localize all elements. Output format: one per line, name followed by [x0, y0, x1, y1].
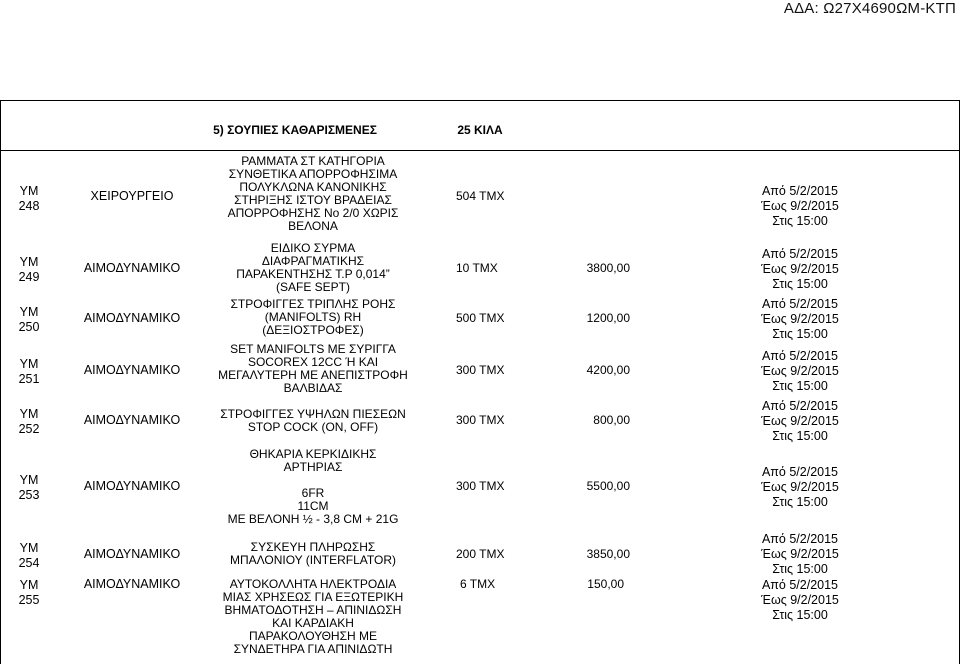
- item-code: [0, 578, 58, 608]
- item-description: [200, 408, 426, 434]
- item-description: [200, 578, 426, 656]
- item-date-line: Έως 9/2/2015: [761, 312, 839, 326]
- item-description-line: ΡΑΜΜΑΤΑ ΣΤ ΚΑΤΗΓΟΡΙΑ: [241, 154, 385, 168]
- item-description-line: ΔΙΑΦΡΑΓΜΑΤΙΚΗΣ: [261, 254, 365, 268]
- item-description-line: (SAFE SEPT): [275, 280, 350, 294]
- item-category: ΑΙΜΟΔΥΝΑΜΙΚΟ: [83, 577, 181, 591]
- item-description-line: ΜΕΓΑΛΥΤΕΡΗ ΜΕ ΑΝΕΠΙΣΤΡΟΦΗ: [218, 368, 408, 382]
- item-description-line: ΠΟΛΥΚΛΩΝΑ ΚΑΝΟΝΙΚΗΣ: [239, 180, 387, 194]
- item-price: 4200,00: [586, 363, 630, 377]
- item-description-line: STOP COCK (ON, OFF): [247, 420, 379, 434]
- item-code: [0, 357, 58, 387]
- item-description-line: ΚΑΙ ΚΑΡΔΙΑΚΗ: [272, 616, 354, 630]
- item-submission-dates: [640, 184, 960, 229]
- item-code: [0, 407, 58, 437]
- item-submission-dates: [640, 532, 960, 577]
- item-quantity: 500 ΤΜΧ: [456, 311, 505, 325]
- item-price: 1200,00: [586, 311, 630, 325]
- item-date-line: Από 5/2/2015: [761, 184, 839, 198]
- item-description-line: ΣΤΡΟΦΙΓΓΕΣ ΥΨΗΛΩΝ ΠΙΕΣΕΩΝ: [220, 407, 406, 421]
- item-description: [200, 298, 426, 337]
- item-submission-dates: [640, 399, 960, 444]
- item-code: [0, 255, 58, 285]
- item-date-line: Στις 15:00: [772, 327, 828, 341]
- item-quantity: 300 ΤΜΧ: [456, 363, 505, 377]
- item-description-line: ΠΑΡΑΚΟΛΟΥΘΗΣΗ ΜΕ: [249, 629, 377, 643]
- item-code-line: ΥΜ: [19, 407, 39, 421]
- item-quantity: 300 ΤΜΧ: [456, 413, 505, 427]
- item-submission-dates: [640, 349, 960, 394]
- item-date-line: Στις 15:00: [772, 214, 828, 228]
- item-code: [0, 473, 58, 503]
- item-category: ΑΙΜΟΔΥΝΑΜΙΚΟ: [83, 261, 181, 275]
- item-code-line: ΥΜ: [19, 184, 39, 198]
- item-description: [200, 448, 426, 526]
- item-description-line: 6FR: [301, 486, 325, 500]
- item-code-line: 254: [18, 556, 40, 570]
- item-date-line: Από 5/2/2015: [761, 349, 839, 363]
- item-description-line: ΑΥΤΟΚΟΛΛΗΤΑ ΗΛΕΚΤΡΟΔΙΑ: [229, 577, 397, 591]
- item-quantity: 504 ΤΜΧ: [456, 189, 505, 203]
- item-description-line: ΣΤΡΟΦΙΓΓΕΣ ΤΡΙΠΛΗΣ ΡΟΗΣ: [230, 297, 396, 311]
- item-description-line: ΣΥΣΚΕΥΗ ΠΛΗΡΩΣΗΣ: [250, 540, 376, 554]
- item-description-line: ΣΥΝΔΕΤΗΡΑ ΓΙΑ ΑΠΙΝΙΔΩΤΗ: [233, 642, 393, 656]
- item-quantity: 10 ΤΜΧ: [456, 261, 498, 275]
- item-code-line: 252: [18, 422, 40, 436]
- item-description-line: (ΔΕΞΙΟΣΤΡΟΦΕΣ): [262, 323, 364, 337]
- item-category: ΧΕΙΡΟΥΡΓΕΙΟ: [90, 189, 174, 203]
- item-description-line: SOCOREX 12CC Ή ΚΑΙ: [247, 355, 379, 369]
- item-date-line: Στις 15:00: [772, 277, 828, 291]
- item-code-line: ΥΜ: [19, 305, 39, 319]
- item-description-line: ΕΙΔΙΚΟ ΣΥΡΜΑ: [270, 241, 356, 255]
- item-price: 150,00: [587, 577, 624, 591]
- item-date-line: Από 5/2/2015: [761, 578, 839, 592]
- item-price: 3850,00: [586, 547, 630, 561]
- item-category: ΑΙΜΟΔΥΝΑΜΙΚΟ: [83, 547, 181, 561]
- item-description: [200, 155, 426, 233]
- item-date-line: Έως 9/2/2015: [761, 414, 839, 428]
- item-submission-dates: [640, 247, 960, 292]
- item-description-line: ΒΑΛΒΙΔΑΣ: [283, 381, 343, 395]
- item-date-line: Έως 9/2/2015: [761, 547, 839, 561]
- item-description-line: ΜΙΑΣ ΧΡΗΣΕΩΣ ΓΙΑ ΕΞΩΤΕΡΙΚΗ: [222, 590, 404, 604]
- item-date-line: Έως 9/2/2015: [761, 199, 839, 213]
- item-submission-dates: [640, 297, 960, 342]
- item-date-line: Από 5/2/2015: [761, 247, 839, 261]
- item-quantity: 200 ΤΜΧ: [456, 547, 505, 561]
- item-date-line: Έως 9/2/2015: [761, 262, 839, 276]
- item-code: [0, 305, 58, 335]
- grid-line: [0, 150, 960, 151]
- item-description-line: ΣΤΗΡΙΞΗΣ ΙΣΤΟΥ ΒΡΑΔΕΙΑΣ: [234, 193, 392, 207]
- item-price: 800,00: [593, 413, 630, 427]
- item-date-line: Από 5/2/2015: [761, 399, 839, 413]
- item-description-line: ΑΠΟΡΡΟΦΗΣΗΣ No 2/0 ΧΩΡΙΣ: [227, 206, 399, 220]
- item-quantity: 6 ΤΜΧ: [460, 577, 496, 591]
- item-date-line: Στις 15:00: [772, 379, 828, 393]
- item-description-line: ΑΡΤΗΡΙΑΣ: [283, 460, 343, 474]
- item-date-line: Στις 15:00: [772, 608, 828, 622]
- item-submission-dates: [640, 465, 960, 510]
- item-date-line: Έως 9/2/2015: [761, 593, 839, 607]
- item-price: 3800,00: [586, 261, 630, 275]
- item-code: [0, 541, 58, 571]
- item-description: [200, 242, 426, 294]
- item-category: ΑΙΜΟΔΥΝΑΜΙΚΟ: [83, 479, 181, 493]
- item-category: ΑΙΜΟΔΥΝΑΜΙΚΟ: [83, 311, 181, 325]
- item-date-line: Στις 15:00: [772, 562, 828, 576]
- item-description-line: SET MANIFOLTS ΜΕ ΣΥΡΙΓΓΑ: [230, 342, 396, 356]
- item-description-line: 11CM: [297, 499, 329, 513]
- item-date-line: Από 5/2/2015: [761, 532, 839, 546]
- item-description: [200, 541, 426, 567]
- item-date-line: Στις 15:00: [772, 495, 828, 509]
- grid-line: [0, 100, 960, 101]
- section-weight: 25 ΚΙΛΑ: [457, 123, 503, 137]
- item-description-line: ΜΕ ΒΕΛΟΝΗ ½ - 3,8 CM + 21G: [227, 512, 399, 526]
- item-description-line: (MANIFOLTS) RH: [264, 310, 362, 324]
- item-date-line: Από 5/2/2015: [761, 465, 839, 479]
- item-code-line: ΥΜ: [19, 473, 39, 487]
- item-date-line: Στις 15:00: [772, 429, 828, 443]
- item-quantity: 300 ΤΜΧ: [456, 479, 505, 493]
- item-description-line: ΒΕΛΟΝΑ: [288, 219, 338, 233]
- item-code-line: 249: [18, 270, 40, 284]
- item-date-line: Έως 9/2/2015: [761, 364, 839, 378]
- item-date-line: Από 5/2/2015: [761, 297, 839, 311]
- item-code-line: 251: [18, 372, 40, 386]
- item-submission-dates: [640, 578, 960, 623]
- item-code-line: 253: [18, 488, 40, 502]
- item-date-line: Έως 9/2/2015: [761, 480, 839, 494]
- item-code-line: 255: [18, 593, 40, 607]
- item-code-line: ΥΜ: [19, 255, 39, 269]
- item-code-line: ΥΜ: [19, 578, 39, 592]
- item-description-line: ΜΠΑΛΟΝΙΟΥ (INTERFLATOR): [229, 553, 397, 567]
- item-description-line: ΒΗΜΑΤΟΔΟΤΗΣΗ – ΑΠΙΝΙΔΩΣΗ: [224, 603, 402, 617]
- item-category: ΑΙΜΟΔΥΝΑΜΙΚΟ: [83, 363, 181, 377]
- item-code: [0, 184, 58, 214]
- item-code-line: 248: [18, 199, 40, 213]
- item-code-line: ΥΜ: [19, 541, 39, 555]
- ada-watermark: ΑΔΑ: Ω27Χ4690ΩΜ-ΚΤΠ: [783, 0, 956, 17]
- item-description: [200, 343, 426, 395]
- item-category: ΑΙΜΟΔΥΝΑΜΙΚΟ: [83, 413, 181, 427]
- item-description-line: ΠΑΡΑΚΕΝΤΗΣΗΣ Τ.Ρ 0,014”: [236, 267, 390, 281]
- item-description-line: ΘΗΚΑΡΙΑ ΚΕΡΚΙΔΙΚΗΣ: [249, 447, 377, 461]
- item-code-line: ΥΜ: [19, 357, 39, 371]
- section-title: 5) ΣΟΥΠΙΕΣ ΚΑΘΑΡΙΣΜΕΝΕΣ: [213, 123, 377, 137]
- item-code-line: 250: [18, 320, 40, 334]
- item-price: 5500,00: [586, 479, 630, 493]
- item-description-line: ΣΥΝΘΕΤΙΚΑ ΑΠΟΡΡΟΦΗΣΙΜΑ: [228, 167, 398, 181]
